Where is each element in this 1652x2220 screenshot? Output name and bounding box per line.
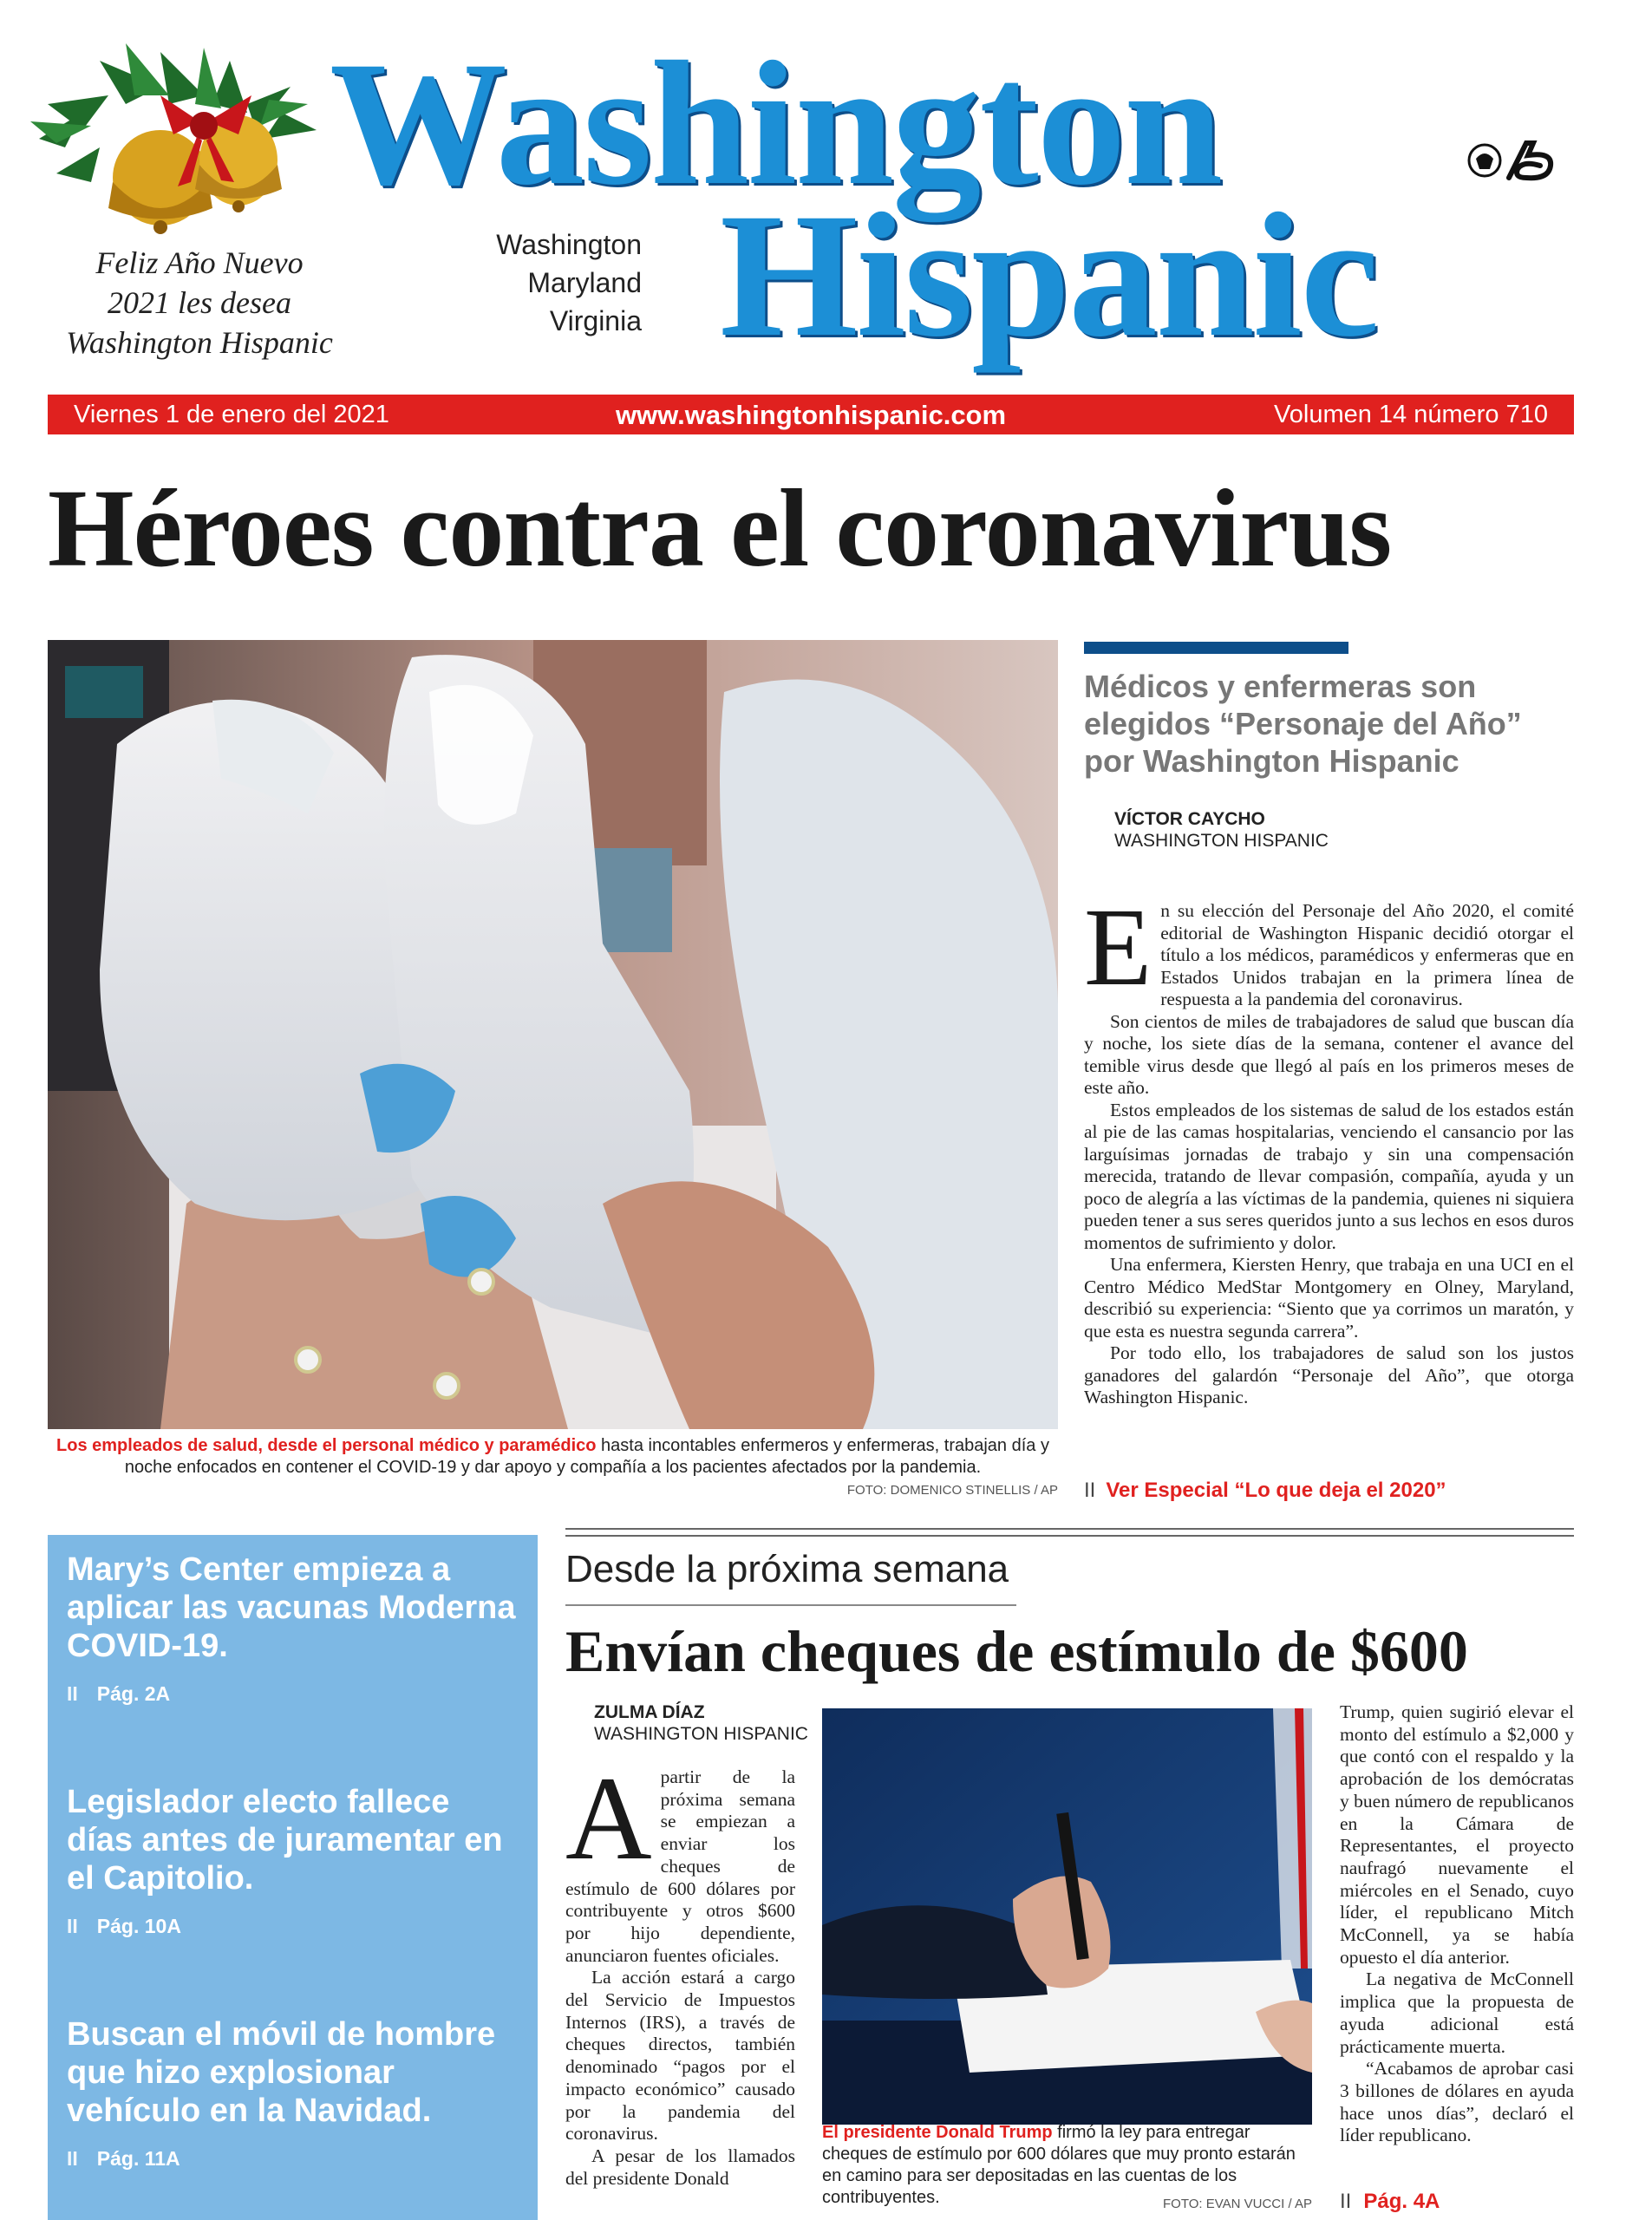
- story-paragraph: Estos empleados de los sistemas de salud de los estados están al pie de las camas hospitalarias, venciendo el cansancio por las larguísimas jornadas de trabajo y sin una compensación merecida, tratando de llevar compasión, compañía, ayuda y un poco de alegría a las víctimas de la pandemia, quienes ni siquiera pueden tener a sus seres queridos junto a sus lechos en esos duros momentos de sufrimiento y dolor.: [1084, 1099, 1574, 1253]
- byline-author: ZULMA DÍAZ: [594, 1702, 705, 1722]
- news-sidebar: [48, 1535, 538, 2220]
- main-headline: Héroes contra el coronavirus: [48, 467, 1392, 590]
- byline-organization: WASHINGTON HISPANIC: [594, 1724, 808, 1744]
- caption-lead: Los empleados de salud, desde el personal médico y paramédico: [56, 1436, 597, 1455]
- story-column: [565, 1752, 795, 2190]
- story-subheading: Médicos y enfermeras son elegidos “Personaje del Año” por Washington Hispanic: [1084, 669, 1522, 779]
- sidebar-item-title: Buscan el móvil de hombre que hizo explosionar vehículo en la Navidad.: [67, 2016, 496, 2129]
- trump-signing-photo: [822, 1708, 1312, 2125]
- story-paragraph: Una enfermera, Kiersten Henry, que trabaja en una UCI en el Centro Médico MedStar Montgomery en Olney, Maryland, describió su experiencia: “Siento que ya corrimos un maratón, y que esta es nuestra segunda carrera”.: [1084, 1254, 1574, 1342]
- website-link[interactable]: www.washingtonhispanic.com: [615, 400, 1007, 430]
- story-column: [1340, 1701, 1574, 2147]
- region-item: Virginia: [549, 305, 642, 336]
- story-body: [1084, 885, 1574, 1409]
- sidebar-item-title: Mary’s Center empieza a aplicar las vacunas Moderna COVID-19.: [67, 1551, 516, 1664]
- sidebar-item[interactable]: [67, 2015, 518, 2171]
- photo-credit: FOTO: DOMENICO STINELLIS / AP: [846, 1483, 1058, 1498]
- regions-list: [468, 225, 642, 340]
- story-paragraph: Trump, quien sugirió elevar el monto del estímulo a $2,000 y que contó con el respaldo y la aprobación de los demócratas y buen número de republicanos en la Cámara de Representantes, el proyecto naufragó nuevamente el miércoles en el Senado, cuyo líder, el republicano Mitch McConnell, ya se había opuesto el día anterior.: [1340, 1701, 1574, 1968]
- drop-cap: A: [565, 1752, 652, 1884]
- logo-hispanic: Hispanic: [720, 177, 1378, 374]
- main-photo-caption: [48, 1435, 1058, 1479]
- story-paragraph: Son cientos de miles de trabajadores de salud que buscan día y noche, los siete días de la semana, contener el avance del temible virus desde que llegó al país en los primeros meses de este año.: [1084, 1010, 1574, 1098]
- sidebar-item[interactable]: [67, 1551, 518, 1706]
- caption-text: hasta incontables enfermeros y enfermeras, trabajan día y noche enfocados en contener el COVID-19 y dar apoyo y compañía a los pacientes afectados por la pandemia.: [124, 1436, 1049, 1477]
- page-reference-label: Pág. 4A: [1363, 2190, 1440, 2213]
- info-bar: [48, 395, 1574, 434]
- caption-lead: El presidente Donald Trump: [822, 2123, 1053, 2142]
- region-item: Washington: [496, 229, 642, 260]
- sidebar-item-page: II Pág. 10A: [67, 1915, 181, 1937]
- see-special-link[interactable]: [1084, 1479, 1446, 1503]
- reference-bars: II: [1084, 1479, 1096, 1502]
- sidebar-item[interactable]: [67, 1783, 518, 1938]
- double-rule: [565, 1528, 1574, 1537]
- story-paragraph: En su elección del Personaje del Año 2020, el comité editorial de Washington Hispanic decidió otorgar el título a los médicos, paramédicos y enfermeras que en Estados Unidos trabajan en la primera línea de respuesta a la pandemia del coronavirus.: [1084, 885, 1574, 1009]
- new-year-greeting: [35, 243, 364, 362]
- greeting-line: 2021 les desea: [108, 285, 291, 320]
- christmas-bells-icon: [30, 35, 325, 234]
- see-special-label: Ver Especial “Lo que deja el 2020”: [1106, 1479, 1446, 1502]
- region-item: Maryland: [527, 267, 642, 298]
- sidebar-item-title: Legislador electo fallece días antes de juramentar en el Capitolio.: [67, 1784, 503, 1897]
- sidebar-item-page: II Pág. 2A: [67, 1682, 171, 1705]
- story-paragraph: Por todo ello, los trabajadores de salud son los justos ganadores del galardón “Personaje del Año”, que otorga Washington Hispanic.: [1084, 1342, 1574, 1407]
- issue-volume: Volumen 14 número 710: [1274, 401, 1548, 428]
- story-paragraph: “Acabamos de aprobar casi 3 billones de dólares en ayuda hace unos días”, declaró el líder republicano.: [1340, 2058, 1574, 2146]
- kicker-rule: [565, 1604, 1016, 1606]
- greeting-line: Washington Hispanic: [66, 325, 333, 360]
- story-paragraph: La acción estará a cargo del Servicio de Impuestos Internos (IRS), a través de cheques directos, también denominado “pagos por el impacto económico” causado por la pandemia del coronavirus.: [565, 1967, 795, 2145]
- reference-bars: II: [67, 1915, 78, 1937]
- story-paragraph: Apartir de la próxima semana se empiezan a enviar los cheques de estímulo de 600 dólares por contribuyente y otros $600 por hijo dependiente, anunciaron fuentes oficiales.: [565, 1752, 795, 1966]
- story-kicker: Desde la próxima semana: [565, 1548, 1009, 1590]
- photo-credit: FOTO: EVAN VUCCI / AP: [1163, 2197, 1312, 2211]
- story-paragraph: La negativa de McConnell implica que la propuesta de ayuda adicional está prácticamente muerta.: [1340, 1969, 1574, 2057]
- caption-text: firmó la ley para entregar cheques de estímulo por 600 dólares que muy pronto estarán en camino para ser depositadas en las cuentas de los contribuyentes.: [822, 2123, 1296, 2207]
- byline-organization: WASHINGTON HISPANIC: [1114, 831, 1329, 851]
- second-headline: Envían cheques de estímulo de $600: [565, 1618, 1468, 1684]
- greeting-line: Feliz Año Nuevo: [95, 245, 304, 280]
- reference-bars: II: [1340, 2190, 1352, 2213]
- story-paragraph: A pesar de los llamados del presidente Donald: [565, 2145, 795, 2189]
- byline-author: VÍCTOR CAYCHO: [1114, 809, 1265, 829]
- logo-washington: Washington: [330, 25, 1222, 222]
- reference-bars: II: [67, 2147, 78, 2170]
- drop-cap: E: [1084, 885, 1152, 1009]
- trump-photo-caption: [822, 2122, 1312, 2209]
- section-rule: [1084, 642, 1348, 654]
- reference-bars: II: [67, 1682, 78, 1705]
- healthcare-workers-photo: [48, 640, 1058, 1429]
- page-reference-link[interactable]: [1340, 2190, 1440, 2214]
- issue-date: Viernes 1 de enero del 2021: [74, 401, 389, 428]
- sidebar-item-page: II Pág. 11A: [67, 2147, 180, 2170]
- publisher-badges-icon: [1466, 134, 1570, 186]
